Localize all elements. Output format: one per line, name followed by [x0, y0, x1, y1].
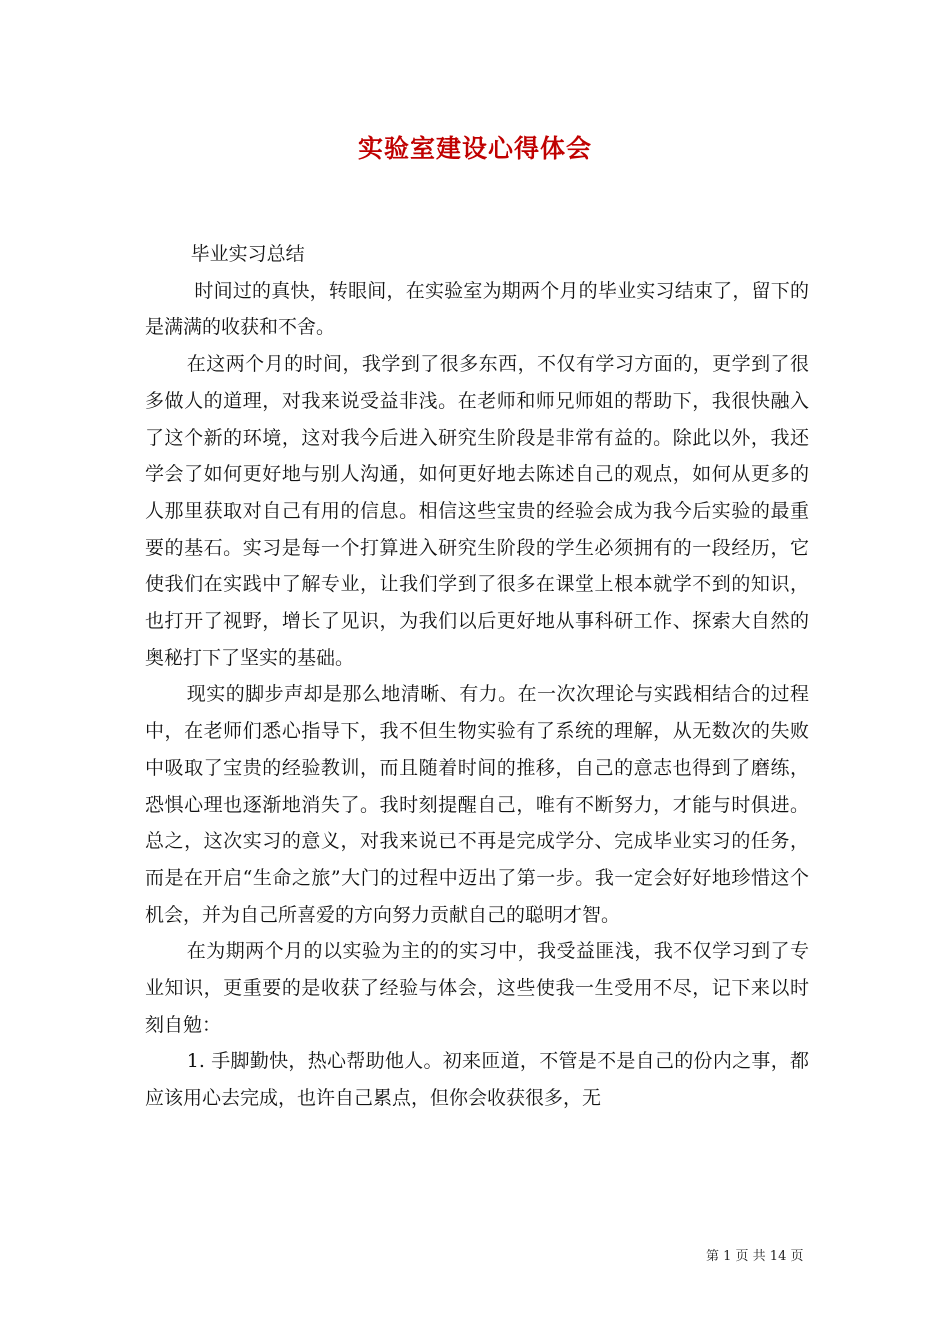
paragraph-2: 在这两个月的时间，我学到了很多东西，不仅有学习方面的，更学到了很多做人的道理，对我来说受益非浅。在老师和师兄师姐的帮助下，我很快融入了这个新的环境，这对我今后进入研究生阶段是非常有益的。除此以外，我还学会了如何更好地与别人沟通，如何更好地去陈述自己的观点，如何从更多的人那里获取对自己有用的信息。相信这些宝贵的经验会成为我今后实验的最重要的基石。实习是每一个打算进入研究生阶段的学生必须拥有的一段经历，它使我们在实践中了解专业，让我们学到了很多在课堂上根本就学不到的知识，也打开了视野，增长了见识，为我们以后更好地从事科研工作、探索大自然的奥秘打下了坚实的基础。	[145, 353, 809, 669]
document-body	[145, 236, 809, 1117]
document-title: 实验室建设心得体会	[357, 134, 592, 163]
subheading: 毕业实习总结	[190, 243, 305, 265]
paragraph-1: 时间过的真快，转眼间，在实验室为期两个月的毕业实习结束了，留下的是满满的收获和不舍。	[145, 279, 809, 339]
paragraph-5: 1. 手脚勤快，热心帮助他人。初来匝道，不管是不是自己的份内之事，都应该用心去完成，也许自己累点，但你会收获很多，无	[145, 1050, 809, 1110]
page-number-footer: 第 1 页 共 14 页	[706, 1249, 804, 1264]
paragraph-3: 现实的脚步声却是那么地清晰、有力。在一次次理论与实践相结合的过程中，在老师们悉心指导下，我不但生物实验有了系统的理解，从无数次的失败中吸取了宝贵的经验教训，而且随着时间的推移，自己的意志也得到了磨练，恐惧心理也逐渐地消失了。我时刻提醒自己，唯有不断努力，才能与时俱进。总之，这次实习的意义，对我来说已不再是完成学分、完成毕业实习的任务，而是在开启“生命之旅”大门的过程中迈出了第一步。我一定会好好地珍惜这个机会，并为自己所喜爱的方向努力贡献自己的聪明才智。	[145, 683, 809, 926]
paragraph-4: 在为期两个月的以实验为主的的实习中，我受益匪浅，我不仅学习到了专业知识，更重要的是收获了经验与体会，这些使我一生受用不尽，记下来以时刻自勉：	[145, 940, 809, 1036]
